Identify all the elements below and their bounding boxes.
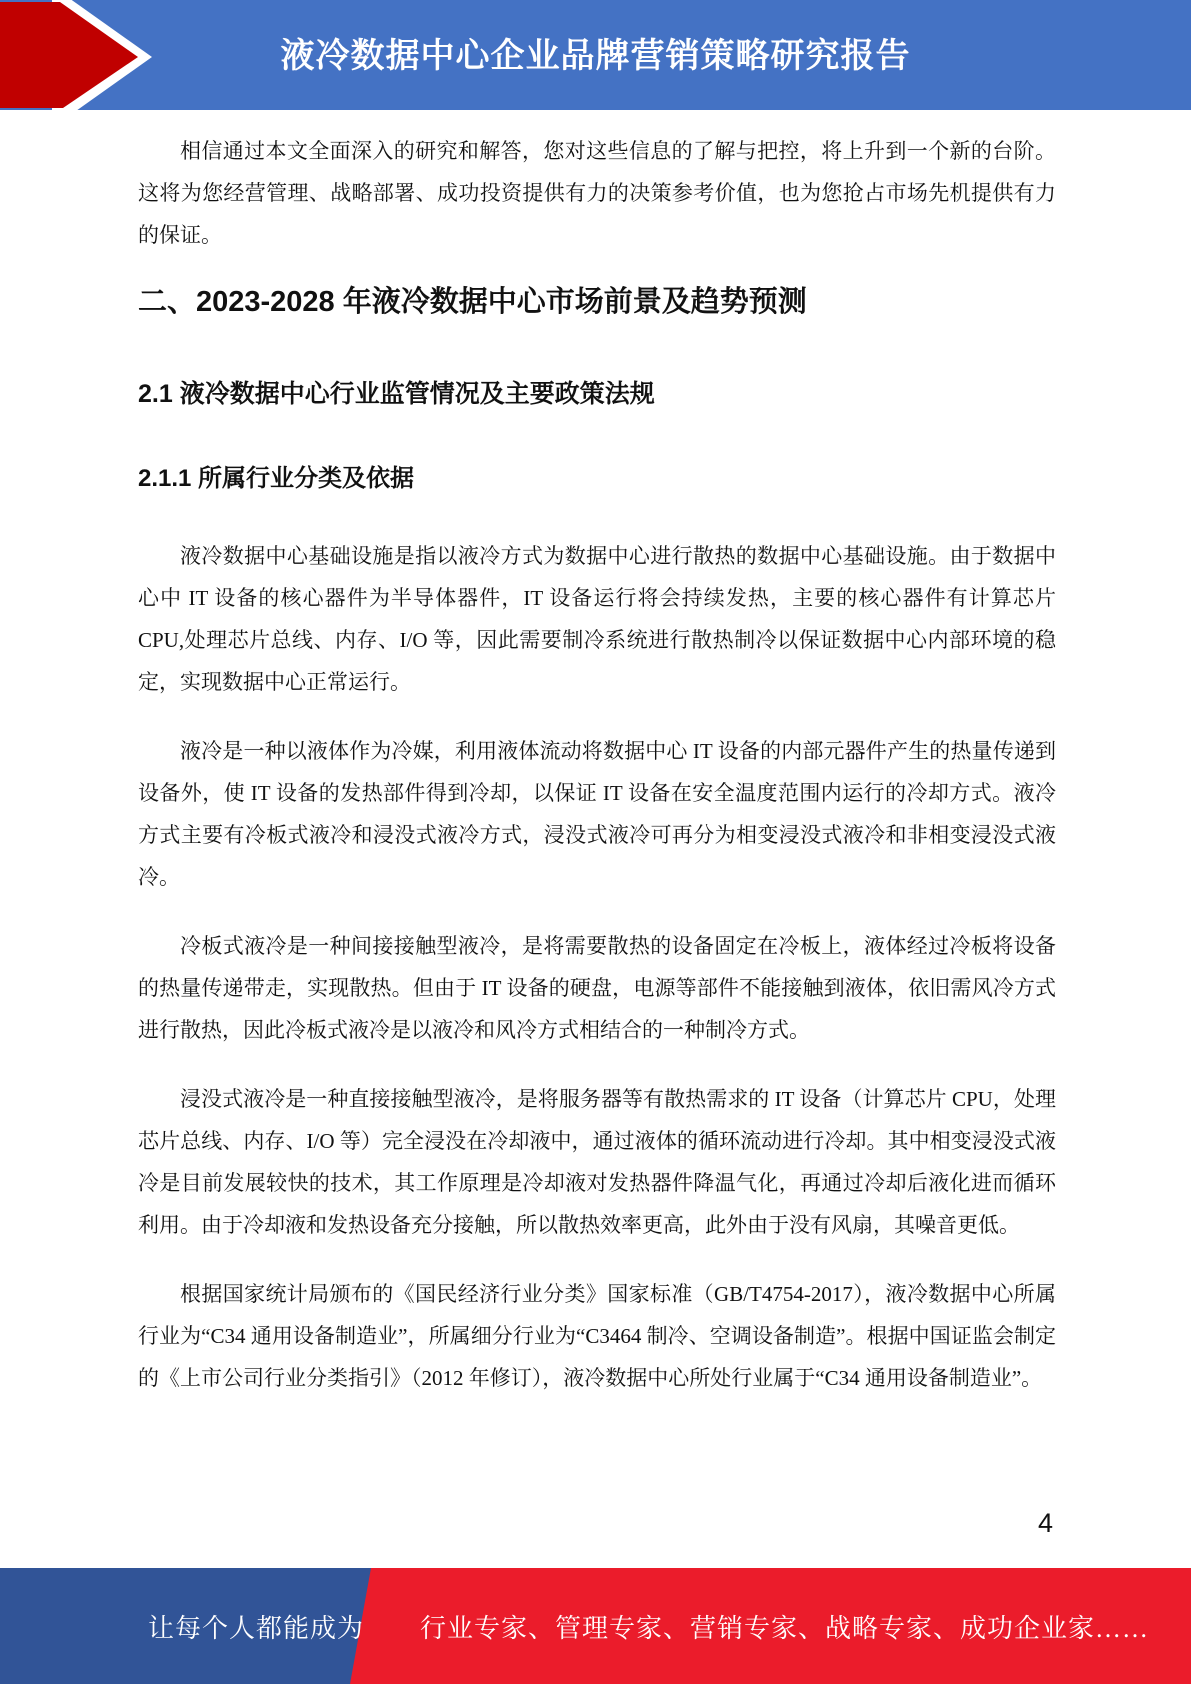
section-heading-chapter2: 二、2023-2028 年液冷数据中心市场前景及趋势预测 — [138, 286, 807, 318]
document-body — [0, 110, 1191, 1426]
footer-banner — [0, 1568, 1191, 1684]
footer-slogan-left: 让每个人都能成为 — [148, 1613, 365, 1643]
paragraph-definition: 液冷数据中心基础设施是指以液冷方式为数据中心进行散热的数据中心基础设施。由于数据中心中 IT 设备的核心器件为半导体器件，IT 设备运行将会持续发热，主要的核心器件有计算芯片 CPU,处理芯片总线、内存、I/O 等，因此需要制冷系统进行散热制冷以保证数据中心内部环境的稳定，实现数据中心正常运行。 — [138, 544, 1056, 694]
paragraph-immersion: 浸没式液冷是一种直接接触型液冷，是将服务器等有散热需求的 IT 设备（计算芯片 CPU，处理芯片总线、内存、I/O 等）完全浸没在冷却液中，通过液体的循环流动进行冷却。其中相变浸没式液冷是目前发展较快的技术，其工作原理是冷却液对发热器件降温气化，再通过冷却后液化进而循环利用。由于冷却液和发热设备充分接触，所以散热效率更高，此外由于没有风扇，其噪音更低。 — [138, 1087, 1056, 1237]
page-title: 液冷数据中心企业品牌营销策略研究报告 — [280, 36, 911, 75]
section-heading-2-1-1: 2.1.1 所属行业分类及依据 — [138, 465, 415, 492]
paragraph-cold-plate: 冷板式液冷是一种间接接触型液冷，是将需要散热的设备固定在冷板上，液体经过冷板将设备的热量传递带走，实现散热。但由于 IT 设备的硬盘，电源等部件不能接触到液体，依旧需风冷方式进行散热，因此冷板式液冷是以液冷和风冷方式相结合的一种制冷方式。 — [138, 934, 1056, 1042]
section-heading-2-1: 2.1 液冷数据中心行业监管情况及主要政策法规 — [138, 380, 655, 408]
footer-slogan-right: 行业专家、管理专家、营销专家、战略专家、成功企业家…… — [420, 1613, 1150, 1643]
header-banner — [0, 0, 1191, 110]
page-number: 4 — [1037, 1508, 1053, 1538]
paragraph-liquid-cooling: 液冷是一种以液体作为冷媒，利用液体流动将数据中心 IT 设备的内部元器件产生的热量传递到设备外，使 IT 设备的发热部件得到冷却，以保证 IT 设备在安全温度范围内运行的冷却方式。液冷方式主要有冷板式液冷和浸没式液冷方式，浸没式液冷可再分为相变浸没式液冷和非相变浸没式液冷。 — [138, 739, 1056, 889]
paragraph-industry-classification: 根据国家统计局颁布的《国民经济行业分类》国家标准（GB/T4754-2017），液冷数据中心所属行业为“C34 通用设备制造业”，所属细分行业为“C3464 制冷、空调设备制造”。根据中国证监会制定的《上市公司行业分类指引》（2012 年修订），液冷数据中心所处行业属于“C34 通用设备制造业”。 — [138, 1282, 1056, 1390]
paragraph-intro: 相信通过本文全面深入的研究和解答，您对这些信息的了解与把控，将上升到一个新的台阶。这将为您经营管理、战略部署、成功投资提供有力的决策参考价值，也为您抢占市场先机提供有力的保证。 — [138, 139, 1056, 247]
